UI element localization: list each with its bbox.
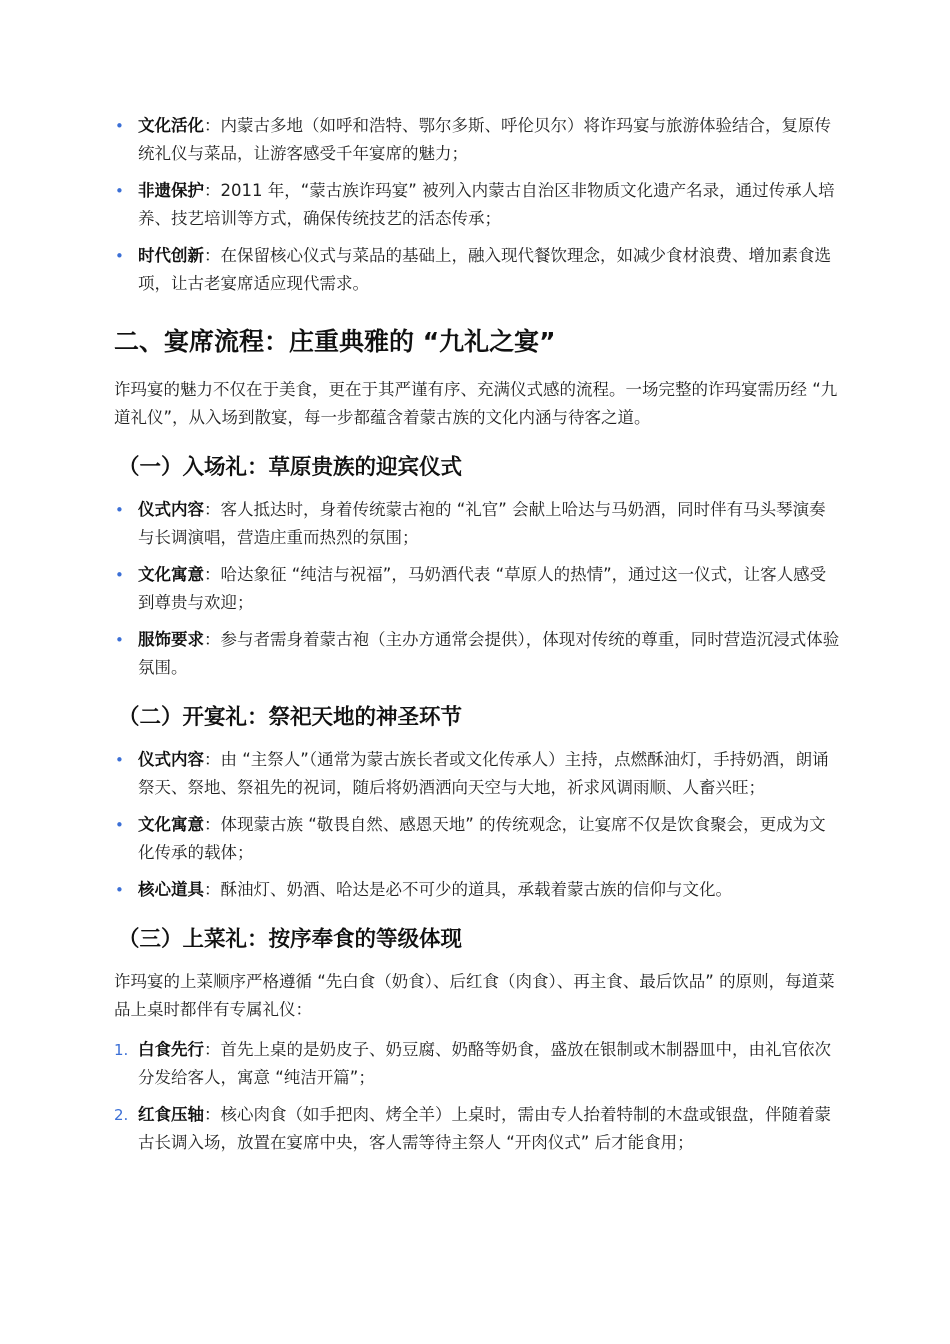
item-text: ：核心肉食（如手把肉、烤全羊）上桌时，需由专人抬着特制的木盘或银盘，伴随着蒙古长调入场，放置在宴席中央，客人需等待主祭人 “开肉仪式” 后才能食用； (138, 1105, 831, 1152)
subsection-heading-serving: （三）上菜礼：按序奉食的等级体现 (118, 927, 463, 952)
list-item (114, 1101, 840, 1157)
subsection-heading-opening: （二）开宴礼：祭祀天地的神圣环节 (118, 705, 463, 730)
item-title: 文化寓意 (138, 815, 204, 834)
item-text: ：由 “主祭人”（通常为蒙古族长者或文化传承人）主持，点燃酥油灯，手持奶酒，朗诵祭天、祭地、祭祖先的祝词，随后将奶酒洒向天空与大地，祈求风调雨顺、人畜兴旺； (138, 750, 829, 797)
list-item (114, 746, 840, 802)
list-item (114, 626, 840, 682)
list-item (114, 112, 840, 168)
section-intro-paragraph: 诈玛宴的魅力不仅在于美食，更在于其严谨有序、充满仪式感的流程。一场完整的诈玛宴需历经 “九道礼仪”，从入场到散宴，每一步都蕴含着蒙古族的文化内涵与待客之道。 (114, 380, 838, 427)
serving-intro-paragraph: 诈玛宴的上菜顺序严格遵循 “先白食（奶食）、后红食（肉食）、再主食、最后饮品” 的原则，每道菜品上桌时都伴有专属礼仪： (114, 972, 835, 1019)
bullet-icon: • (115, 247, 124, 265)
item-title: 仪式内容 (138, 500, 204, 519)
item-title: 红食压轴 (138, 1105, 204, 1124)
bullet-icon: • (115, 117, 124, 135)
subsection-heading-entrance: （一）入场礼：草原贵族的迎宾仪式 (118, 455, 463, 480)
item-text: ：参与者需身着蒙古袍（主办方通常会提供），体现对传统的尊重，同时营造沉浸式体验氛围。 (138, 630, 840, 677)
item-title: 时代创新 (138, 246, 204, 265)
item-text: ：首先上桌的是奶皮子、奶豆腐、奶酪等奶食，盛放在银制或木制器皿中，由礼官依次分发给客人，寓意 “纯洁开篇”； (138, 1040, 831, 1087)
serving-numbered-list (114, 1036, 840, 1157)
document-content (114, 112, 840, 1166)
intro-bullet-list (114, 112, 840, 298)
item-text: ：酥油灯、奶酒、哈达是必不可少的道具，承载着蒙古族的信仰与文化。 (204, 880, 732, 899)
opening-bullet-list (114, 746, 840, 904)
list-number: 2. (114, 1106, 129, 1124)
bullet-icon: • (115, 881, 124, 899)
item-text: ：客人抵达时，身着传统蒙古袍的 “礼官” 会献上哈达与马奶酒，同时伴有马头琴演奏与长调演唱，营造庄重而热烈的氛围； (138, 500, 826, 547)
item-title: 文化寓意 (138, 565, 204, 584)
entrance-bullet-list (114, 496, 840, 682)
item-title: 核心道具 (138, 880, 204, 899)
section-heading: 二、宴席流程：庄重典雅的 “九礼之宴” (114, 327, 556, 356)
item-title: 非遗保护 (138, 181, 204, 200)
bullet-icon: • (115, 501, 124, 519)
list-item (114, 496, 840, 552)
list-item (114, 177, 840, 233)
list-item (114, 561, 840, 617)
item-title: 仪式内容 (138, 750, 204, 769)
item-title: 白食先行 (138, 1040, 204, 1059)
list-item (114, 1036, 840, 1092)
list-number: 1. (114, 1041, 129, 1059)
bullet-icon: • (115, 816, 124, 834)
list-item (114, 876, 840, 904)
item-text: ：体现蒙古族 “敬畏自然、感恩天地” 的传统观念，让宴席不仅是饮食聚会，更成为文化传承的载体； (138, 815, 826, 862)
list-item (114, 811, 840, 867)
bullet-icon: • (115, 566, 124, 584)
item-text: ：2011 年，“蒙古族诈玛宴” 被列入内蒙古自治区非物质文化遗产名录，通过传承人培养、技艺培训等方式，确保传统技艺的活态传承； (138, 181, 835, 228)
item-title: 服饰要求 (138, 630, 204, 649)
item-title: 文化活化 (138, 116, 204, 135)
bullet-icon: • (115, 631, 124, 649)
list-item (114, 242, 840, 298)
item-text: ：在保留核心仪式与菜品的基础上，融入现代餐饮理念，如减少食材浪费、增加素食选项，让古老宴席适应现代需求。 (138, 246, 831, 293)
bullet-icon: • (115, 182, 124, 200)
item-text: ：内蒙古多地（如呼和浩特、鄂尔多斯、呼伦贝尔）将诈玛宴与旅游体验结合，复原传统礼仪与菜品，让游客感受千年宴席的魅力； (138, 116, 831, 163)
item-text: ：哈达象征 “纯洁与祝福”，马奶酒代表 “草原人的热情”，通过这一仪式，让客人感受到尊贵与欢迎； (138, 565, 827, 612)
bullet-icon: • (115, 751, 124, 769)
